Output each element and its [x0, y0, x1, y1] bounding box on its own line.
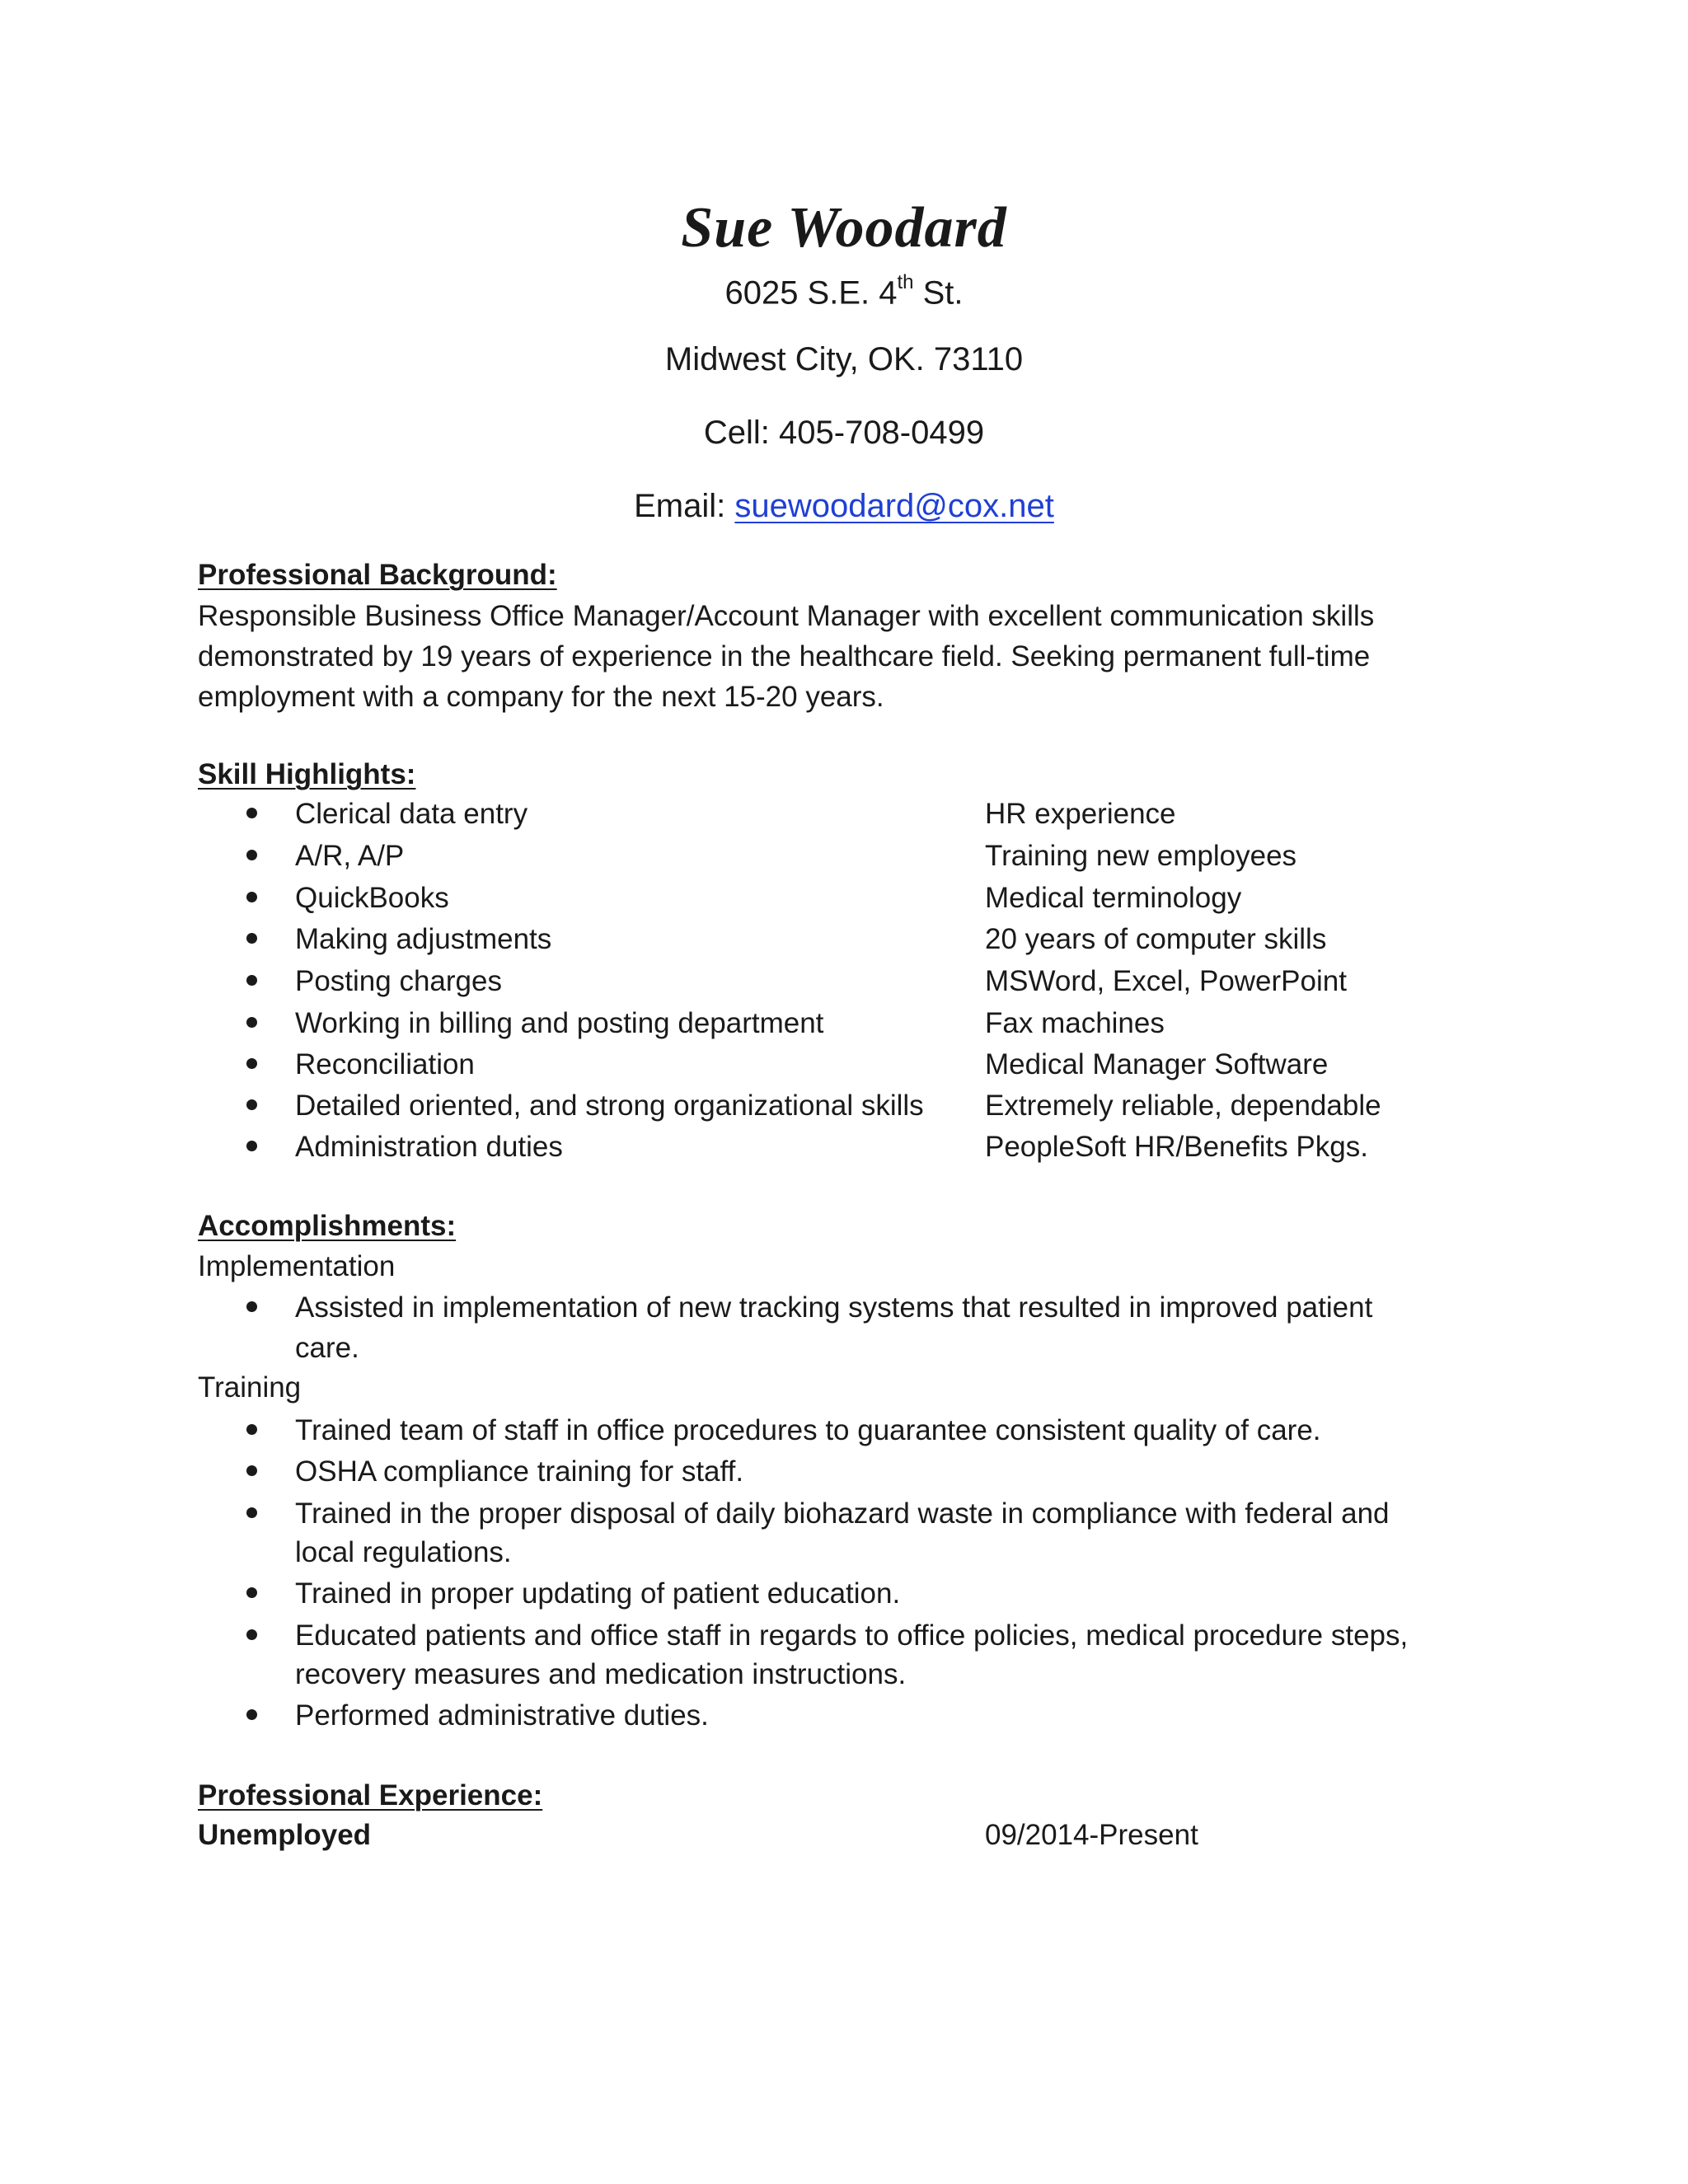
bullet-icon	[246, 1629, 257, 1640]
accomplishment-item	[0, 1290, 1688, 1331]
bullet-icon	[246, 1099, 257, 1110]
skill-left: Posting charges	[295, 965, 502, 997]
training-label: Training	[198, 1371, 302, 1404]
bullet-icon	[246, 1507, 257, 1518]
background-line: Responsible Business Office Manager/Account Manager with excellent communication skills	[198, 600, 1375, 632]
address-city: Midwest City, OK. 73110	[664, 341, 1024, 377]
email-link[interactable]: suewoodard@cox.net	[734, 488, 1054, 524]
skill-left: A/R, A/P	[295, 840, 405, 872]
accomplishment-item	[0, 1698, 1688, 1739]
resume-name: Sue Woodard	[681, 196, 1007, 260]
accomplishment-text: Performed administrative duties.	[295, 1699, 709, 1732]
accomplishment-item	[0, 1576, 1688, 1617]
bullet-icon	[246, 1301, 257, 1312]
bullet-icon	[246, 1017, 257, 1028]
skill-left: QuickBooks	[295, 882, 449, 914]
bullet-icon	[246, 1587, 257, 1598]
skill-row	[0, 880, 1688, 921]
address-street-prefix: 6025 S.E. 4	[724, 274, 898, 312]
accomplishment-text: Trained in the proper disposal of daily biohazard waste in compliance with federal and	[295, 1497, 1390, 1530]
bullet-icon	[246, 1058, 257, 1069]
skill-row	[0, 921, 1688, 963]
experience-dates: 09/2014-Present	[985, 1819, 1198, 1851]
skill-row	[0, 1129, 1688, 1170]
skill-right: Medical Manager Software	[985, 1048, 1329, 1080]
background-line: demonstrated by 19 years of experience in the healthcare field. Seeking permanent full-time	[198, 640, 1371, 673]
accomplishment-text: Educated patients and office staff in regards to office policies, medical procedure steps,	[295, 1619, 1409, 1652]
skill-row	[0, 838, 1688, 879]
skill-left: Clerical data entry	[295, 798, 528, 830]
background-paragraph	[198, 596, 1484, 717]
experience-entry	[0, 1817, 1688, 1858]
skill-row	[0, 963, 1688, 1005]
accomplishment-item	[0, 1618, 1688, 1659]
accomplishment-text-cont: care.	[295, 1332, 359, 1364]
skill-left: Making adjustments	[295, 923, 552, 955]
email-line	[0, 485, 1688, 527]
accomplishment-text: OSHA compliance training for staff.	[295, 1455, 744, 1488]
address-street-sup: th	[897, 271, 914, 293]
skill-left: Reconciliation	[295, 1048, 475, 1080]
accomplishment-text: Assisted in implementation of new tracking systems that resulted in improved patient	[295, 1291, 1373, 1324]
skill-right: 20 years of computer skills	[985, 923, 1327, 955]
skill-right: MSWord, Excel, PowerPoint	[985, 965, 1347, 997]
experience-heading: Professional Experience:	[198, 1779, 543, 1811]
accomplishments-heading: Accomplishments:	[198, 1210, 457, 1242]
skill-left: Administration duties	[295, 1131, 563, 1163]
accomplishment-item	[0, 1454, 1688, 1495]
bullet-icon	[246, 850, 257, 860]
background-heading: Professional Background:	[198, 559, 557, 591]
accomplishment-text: Trained team of staff in office procedures to guarantee consistent quality of care.	[295, 1414, 1321, 1446]
bullet-icon	[246, 1141, 257, 1151]
skills-heading: Skill Highlights:	[198, 758, 416, 790]
skill-left: Working in billing and posting department	[295, 1007, 824, 1039]
skill-right: Fax machines	[985, 1007, 1165, 1039]
address-street	[0, 265, 1688, 313]
skill-row	[0, 1005, 1688, 1047]
skill-row	[0, 1047, 1688, 1088]
bullet-icon	[246, 933, 257, 944]
skill-right: HR experience	[985, 798, 1176, 830]
experience-title: Unemployed	[198, 1819, 372, 1851]
bullet-icon	[246, 1465, 257, 1476]
skill-left: Detailed oriented, and strong organizational skills	[295, 1090, 924, 1122]
accomplishment-text-cont: recovery measures and medication instructions.	[295, 1658, 907, 1690]
accomplishment-item	[0, 1496, 1688, 1537]
accomplishment-item	[0, 1413, 1688, 1454]
bullet-icon	[246, 808, 257, 818]
skill-row	[0, 796, 1688, 837]
skill-row	[0, 1088, 1688, 1129]
bullet-icon	[246, 1424, 257, 1435]
bullet-icon	[246, 1709, 257, 1720]
email-label: Email:	[634, 488, 735, 524]
accomplishment-text-cont: local regulations.	[295, 1536, 512, 1568]
accomplishment-text: Trained in proper updating of patient education.	[295, 1577, 901, 1610]
skill-right: PeopleSoft HR/Benefits Pkgs.	[985, 1131, 1368, 1163]
background-line: employment with a company for the next 15-20 years.	[198, 681, 884, 713]
bullet-icon	[246, 892, 257, 902]
skill-right: Medical terminology	[985, 882, 1242, 914]
address-street-suffix: St.	[913, 274, 964, 312]
skill-right: Extremely reliable, dependable	[985, 1090, 1381, 1122]
implementation-label: Implementation	[198, 1250, 396, 1282]
cell-phone: Cell: 405-708-0499	[703, 415, 985, 451]
skill-right: Training new employees	[985, 840, 1297, 872]
bullet-icon	[246, 975, 257, 986]
